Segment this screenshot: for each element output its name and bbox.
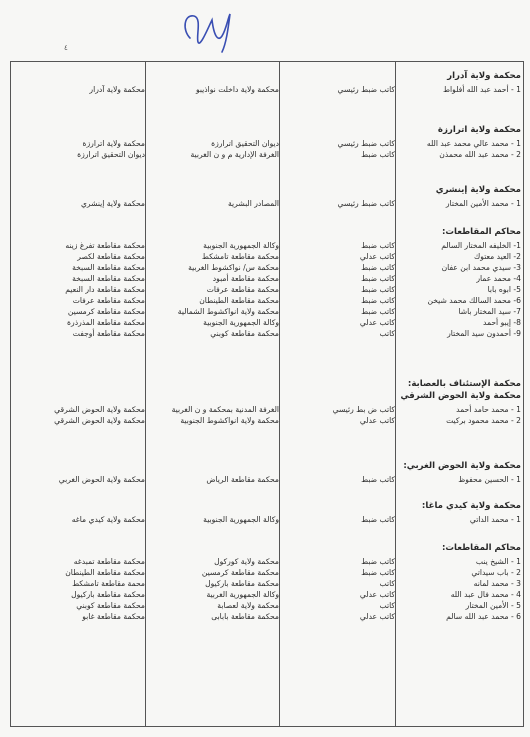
current-post xyxy=(149,138,279,160)
employee-name xyxy=(399,474,521,485)
current-post-line: محكمة مقاطعة باركيول xyxy=(205,579,279,588)
employee-grade xyxy=(283,556,395,622)
employee-name-line: 2 - محمد محمود بركيت xyxy=(446,416,521,425)
employee-name-line: 2 - محمد عبد الله محمذن xyxy=(439,150,521,159)
employee-grade xyxy=(283,474,395,485)
current-post-line: وكالة الجمهورية الجنوبية xyxy=(203,318,279,327)
court-heading-cell xyxy=(399,542,521,554)
employee-grade-line: كاتب ضبط xyxy=(361,285,395,294)
current-post-line: محكمة مقاطعة الرياض xyxy=(206,475,279,484)
employee-name-line: 6- محمد السالك محمد شيخن xyxy=(427,296,521,305)
employee-name xyxy=(399,198,521,209)
new-post-line: محكمة ولاية آدرار xyxy=(89,85,145,94)
new-post xyxy=(15,514,145,525)
current-post-line: ديوان التحقيق اترارزة xyxy=(211,139,279,148)
employee-grade-line: كاتب xyxy=(379,329,395,338)
employee-grade-line: كاتب ضبط xyxy=(361,296,395,305)
new-post-line: محكمة ولاية الحوض الشرقي xyxy=(54,416,145,425)
new-post-line: محكمة مقاطعة كرمسين xyxy=(67,307,145,316)
current-post-line: الغرفة المدنية بمحكمة و ن الغربية xyxy=(171,405,279,414)
court-heading-cell xyxy=(399,124,521,136)
employee-grade-line: كاتب ضبط xyxy=(361,515,395,524)
new-post xyxy=(15,84,145,95)
employee-name xyxy=(399,84,521,95)
employee-grade-line: كاتب ضبط xyxy=(361,475,395,484)
employee-grade xyxy=(283,404,395,426)
current-post xyxy=(149,84,279,95)
current-post-line: محكمة مقاطعة تامشكط xyxy=(201,252,279,261)
employee-name-line: 1- الخليفه المختار السالم xyxy=(441,241,521,250)
new-post-line: محكمة ولاية الحوض الغربي xyxy=(58,475,145,484)
employee-grade-line: كاتب ض بط رئيسي xyxy=(332,405,395,414)
court-heading: محكمة ولاية كيدي ماغا: xyxy=(421,501,521,511)
employee-name xyxy=(399,138,521,160)
new-post xyxy=(15,138,145,160)
employee-name xyxy=(399,404,521,426)
employee-name-line: 1 - محمد حامد أحمد xyxy=(456,405,521,414)
employee-grade-line: كاتب ضبط xyxy=(361,307,395,316)
employee-grade xyxy=(283,240,395,339)
new-post-line: محكمة مقاطعة كوبني xyxy=(76,601,145,610)
employee-name-line: 4- محمد عمار xyxy=(476,274,521,283)
current-post-line: محكمة مقاطعة أمبود xyxy=(212,274,279,283)
current-post-line: محكمة مقاطعة الطينطان xyxy=(199,296,279,305)
new-post xyxy=(15,556,145,622)
employee-name-line: 4 - محمد فال عبد الله xyxy=(450,590,521,599)
employee-name-line: 1 - الشيخ ينب xyxy=(475,557,521,566)
new-post-line: محكمة مقاطعة تمبدغه xyxy=(73,557,145,566)
employee-name xyxy=(399,514,521,525)
new-post xyxy=(15,474,145,485)
employee-name-line: 7- سيد المختار باشا xyxy=(458,307,521,316)
new-post-line: محكمة مقاطعة أوجفت xyxy=(72,329,145,338)
employee-name-line: 1 - أحمد عبد الله أفلواط xyxy=(443,85,521,94)
court-heading: محكمة ولاية الحوض الشرقي xyxy=(400,391,521,401)
current-post xyxy=(149,240,279,339)
new-post-line: محكمة مقاطعة تفرغ زينه xyxy=(65,241,145,250)
court-heading: محكمة ولاية إينشري xyxy=(435,185,521,195)
employee-grade xyxy=(283,138,395,160)
court-heading: محاكم المقاطعات: xyxy=(441,543,521,553)
employee-name-line: 1 - محمد عالي محمد عبد الله xyxy=(426,139,521,148)
new-post-line: محكمة ولاية إينشري xyxy=(80,199,145,208)
court-heading: محاكم المقاطعات: xyxy=(441,227,521,237)
current-post-line: محكمة ولاية انواكشوط الجنوبية xyxy=(180,416,279,425)
column-divider xyxy=(395,62,396,726)
employee-grade-line: كاتب ضبط xyxy=(361,557,395,566)
court-heading-cell xyxy=(399,226,521,238)
employee-name-line: 1 - محمد الداتي xyxy=(469,515,521,524)
current-post-line: محكمة مقاطعة عرفات xyxy=(206,285,279,294)
court-heading-cell xyxy=(399,70,521,82)
employee-grade-line: كاتب ضبط xyxy=(361,263,395,272)
employee-name-line: 2 - باب سيداتي xyxy=(471,568,521,577)
current-post-line: محكمة ولاية لعصابة xyxy=(217,601,279,610)
column-divider xyxy=(279,62,280,726)
court-heading: محكمة ولاية آدرار xyxy=(447,71,521,81)
new-post-line: محكمة مقاطعة باركيول xyxy=(71,590,145,599)
new-post-line: محكمة ولاية اترارزة xyxy=(82,139,145,148)
new-post-line: محكمة مقاطعة غابو xyxy=(82,612,145,621)
column-divider xyxy=(145,62,146,726)
employee-grade-line: كاتب عدلي xyxy=(359,252,395,261)
new-post-line: محكمة مقاطعة السبخة xyxy=(72,263,145,272)
employee-name-line: 9- أحمدون سيد المختار xyxy=(447,329,521,338)
new-post-line: محكمة مقاطعة لكصر xyxy=(77,252,145,261)
court-heading-cell xyxy=(399,378,521,402)
employee-grade-line: كاتب xyxy=(379,601,395,610)
employee-grade-line: كاتب ضبط رئيسي xyxy=(337,139,395,148)
current-post-line: محكمة س/ نواكشوط الغربية xyxy=(188,263,279,272)
court-heading: محكمة ولاية الحوض الغربي: xyxy=(403,461,521,471)
court-heading-cell xyxy=(399,500,521,512)
employee-grade-line: كاتب xyxy=(379,579,395,588)
employee-grade-line: كاتب ضبط xyxy=(361,150,395,159)
signature-mark xyxy=(178,8,248,54)
current-post xyxy=(149,514,279,525)
transfer-table xyxy=(10,61,524,727)
employee-grade-line: كاتب ضبط رئيسي xyxy=(337,199,395,208)
current-post-line: محكمة ولاية داخلت نواذيبو xyxy=(195,85,279,94)
employee-grade-line: كاتب عدلي xyxy=(359,590,395,599)
new-post xyxy=(15,404,145,426)
current-post-line: محكمة ولاية انواكشوط الشمالية xyxy=(177,307,279,316)
current-post-line: وكالة الجمهورية الغربية xyxy=(206,590,279,599)
current-post-line: محكمة ولاية كوركول xyxy=(214,557,279,566)
current-post-line: محكمة مقاطعة بابابى xyxy=(211,612,279,621)
current-post-line: المصادر البشرية xyxy=(227,199,279,208)
employee-grade-line: كاتب ضبط xyxy=(361,568,395,577)
employee-name-line: 3- سيدي محمد ابن عفان xyxy=(441,263,521,272)
current-post-line: وكالة الجمهورية الجنوبية xyxy=(203,241,279,250)
employee-grade-line: كاتب ضبط xyxy=(361,241,395,250)
employee-name-line: 5 - الأمين المختار xyxy=(465,601,521,610)
employee-grade-line: كاتب عدلي xyxy=(359,318,395,327)
new-post-line: محكمة مقاطعة عرفات xyxy=(72,296,145,305)
current-post xyxy=(149,474,279,485)
employee-name xyxy=(399,556,521,622)
employee-name-line: 5- ابوه بابا xyxy=(487,285,521,294)
new-post xyxy=(15,240,145,339)
current-post-line: الغرفة الإدارية م و ن الغربية xyxy=(190,150,279,159)
employee-grade-line: كاتب ضبط xyxy=(361,274,395,283)
employee-name-line: 1 - الحسين محفوظ xyxy=(458,475,521,484)
employee-name-line: 2- العيد معتوك xyxy=(474,252,521,261)
new-post-line: محكمة مقاطعة المذرذرة xyxy=(67,318,145,327)
page-mark: ٤ xyxy=(64,44,68,52)
employee-grade-line: كاتب ضبط رئيسي xyxy=(337,85,395,94)
current-post-line: محكمة مقاطعة كرمسين xyxy=(201,568,279,577)
employee-name-line: 6 - محمد عبد الله سالم xyxy=(446,612,521,621)
employee-name-line: 3 - محمد لمانه xyxy=(473,579,521,588)
court-heading-cell xyxy=(399,460,521,472)
new-post-line: محكمة مقاطعة دار النعيم xyxy=(65,285,145,294)
employee-name-line: 8- إيبو أحمد xyxy=(482,318,521,327)
new-post-line: محمة مقاطعة تامشكط xyxy=(72,579,145,588)
court-heading: محكمة الإستئناف بالعصابة: xyxy=(407,379,521,389)
employee-name-line: 1 - محمد الأمين المختار xyxy=(445,199,521,208)
employee-grade xyxy=(283,198,395,209)
current-post xyxy=(149,404,279,426)
current-post xyxy=(149,198,279,209)
current-post-line: وكالة الجمهورية الجنوبية xyxy=(203,515,279,524)
new-post-line: ديوان التحقيق اترارزة xyxy=(77,150,145,159)
court-heading: محكمة ولاية اترارزة xyxy=(437,125,521,135)
current-post-line: محكمة مقاطعة كوبني xyxy=(210,329,279,338)
new-post xyxy=(15,198,145,209)
employee-grade xyxy=(283,514,395,525)
new-post-line: محكمة مقاطعة السبخة xyxy=(72,274,145,283)
employee-grade-line: كاتب عدلي xyxy=(359,612,395,621)
employee-grade-line: كاتب عدلي xyxy=(359,416,395,425)
employee-grade xyxy=(283,84,395,95)
court-heading-cell xyxy=(399,184,521,196)
employee-name xyxy=(399,240,521,339)
new-post-line: محكمة ولاية الحوض الشرقي xyxy=(54,405,145,414)
new-post-line: محكمة مقاطعة الطينطان xyxy=(65,568,145,577)
new-post-line: محكمة ولاية كيدي ماغه xyxy=(71,515,145,524)
current-post xyxy=(149,556,279,622)
